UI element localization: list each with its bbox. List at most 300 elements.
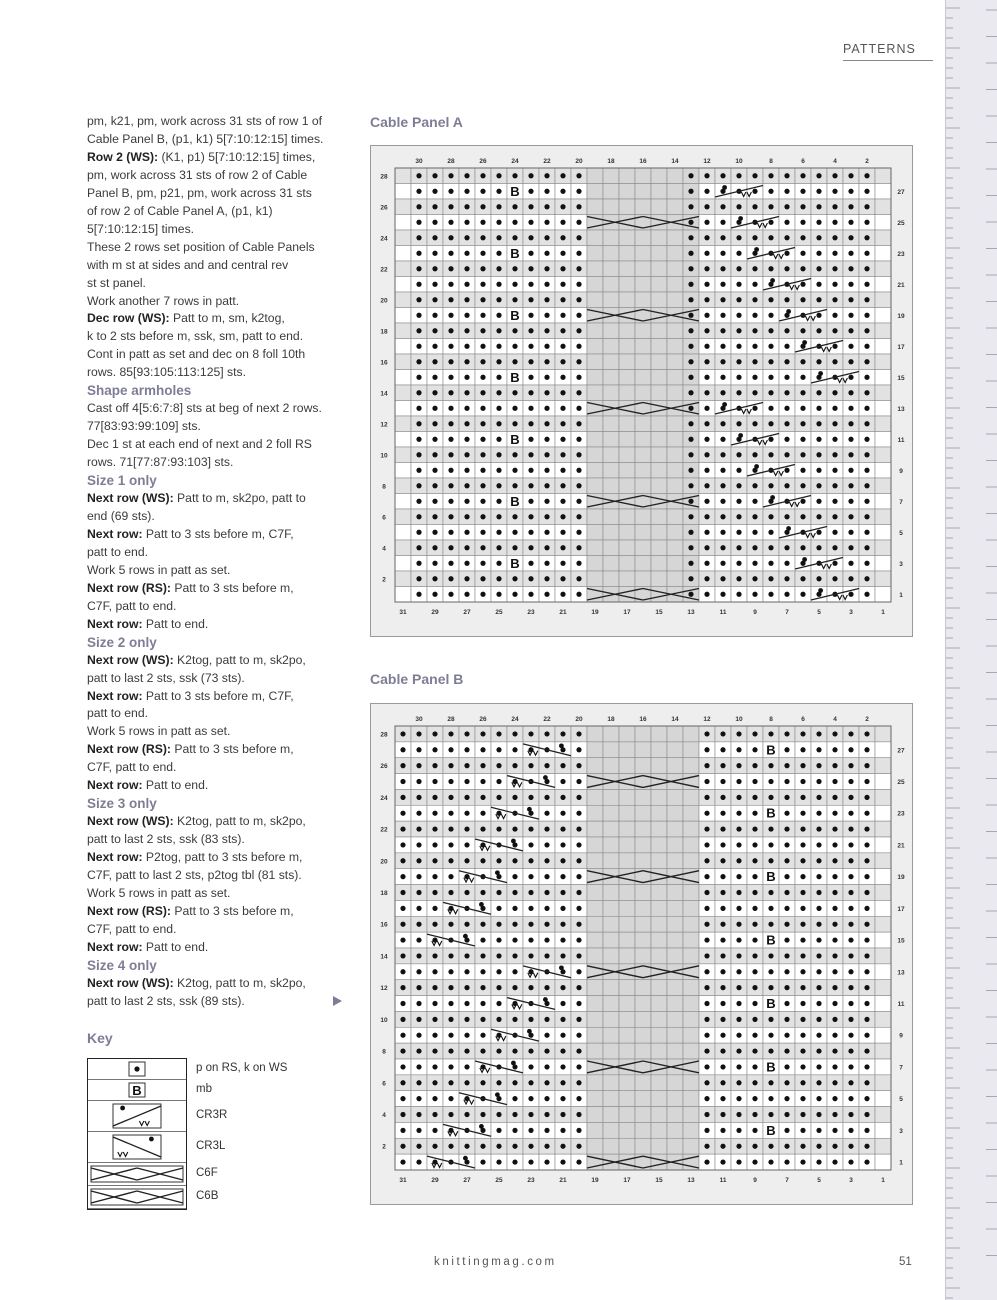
- purl-dot: [720, 561, 725, 566]
- purl-dot: [480, 328, 485, 333]
- purl-dot: [720, 576, 725, 581]
- chart-cell: [875, 230, 891, 246]
- chart-cell: [587, 509, 603, 525]
- purl-dot: [720, 220, 725, 225]
- purl-dot: [448, 1001, 453, 1006]
- purl-dot: [816, 969, 821, 974]
- column-label: 5: [817, 1177, 821, 1184]
- purl-dot: [576, 313, 581, 318]
- purl-dot: [704, 985, 709, 990]
- purl-dot: [480, 359, 485, 364]
- purl-dot: [864, 499, 869, 504]
- chart-cell: [587, 339, 603, 355]
- purl-dot: [496, 592, 501, 597]
- purl-dot: [400, 1048, 405, 1053]
- chart-cell: [651, 370, 667, 386]
- chart-cell: [683, 1011, 699, 1027]
- purl-dot: [768, 1017, 773, 1022]
- chart-cell: [635, 996, 651, 1012]
- chart-cell: [651, 1122, 667, 1138]
- chart-cell: [619, 1154, 635, 1170]
- chart-cell: [395, 339, 411, 355]
- purl-dot: [832, 1096, 837, 1101]
- purl-dot: [560, 1048, 565, 1053]
- purl-dot: [832, 1017, 837, 1022]
- purl-dot: [768, 592, 773, 597]
- instruction-text: Patt to m, sm, k2tog,: [169, 311, 285, 326]
- chart-cell: [651, 215, 667, 231]
- instruction-line: [87, 436, 349, 454]
- purl-dot: [800, 468, 805, 473]
- row-label: 28: [380, 731, 388, 739]
- purl-dot: [512, 826, 517, 831]
- column-label: 17: [623, 609, 631, 616]
- chart-cell: [875, 525, 891, 541]
- chart-cell: [683, 996, 699, 1012]
- chart-cell: [587, 370, 603, 386]
- purl-dot: [704, 204, 709, 209]
- purl-dot: [848, 576, 853, 581]
- purl-dot: [864, 514, 869, 519]
- purl-dot: [768, 437, 773, 442]
- chart-cell: [875, 370, 891, 386]
- purl-dot: [512, 858, 517, 863]
- instruction-line: [87, 113, 349, 131]
- purl-dot: [544, 545, 549, 550]
- purl-dot: [736, 890, 741, 895]
- purl-dot: [528, 220, 533, 225]
- purl-dot: [512, 530, 517, 535]
- purl-dot: [528, 890, 533, 895]
- purl-dot: [768, 1112, 773, 1117]
- chart-cell: [875, 948, 891, 964]
- chart-cell: [603, 168, 619, 184]
- purl-dot: [512, 985, 517, 990]
- chart-cell: [587, 1122, 603, 1138]
- purl-dot: [752, 282, 757, 287]
- purl-dot: [480, 499, 485, 504]
- purl-dot: [704, 499, 709, 504]
- purl-dot: [560, 344, 565, 349]
- purl-dot: [544, 890, 549, 895]
- purl-dot: [704, 1159, 709, 1164]
- purl-dot: [560, 795, 565, 800]
- chart-cell: [635, 1107, 651, 1123]
- purl-dot: [768, 266, 773, 271]
- purl-dot: [752, 297, 757, 302]
- purl-dot: [768, 1096, 773, 1101]
- purl-dot: [688, 530, 693, 535]
- instruction-line: [87, 831, 349, 849]
- purl-dot: [704, 1017, 709, 1022]
- purl-dot: [704, 795, 709, 800]
- instruction-line: [87, 149, 349, 167]
- purl-dot: [816, 282, 821, 287]
- key-item: [88, 1101, 186, 1132]
- purl-dot: [464, 811, 469, 816]
- purl-dot: [752, 499, 757, 504]
- purl-dot: [800, 437, 805, 442]
- purl-dot: [560, 235, 565, 240]
- chart-cell: [395, 261, 411, 277]
- cable-panel-b-title: Cable Panel B: [370, 671, 464, 687]
- purl-dot: [496, 282, 501, 287]
- chart-cell: [875, 932, 891, 948]
- purl-dot: [704, 220, 709, 225]
- purl-dot: [576, 1064, 581, 1069]
- chart-cell: [683, 789, 699, 805]
- purl-dot: [400, 826, 405, 831]
- chart-cell: [875, 432, 891, 448]
- column-label: 23: [527, 1177, 535, 1184]
- purl-dot: [816, 858, 821, 863]
- chart-cell: [651, 1059, 667, 1075]
- chart-cell: [603, 261, 619, 277]
- chart-cell: [395, 292, 411, 308]
- purl-dot: [400, 1159, 405, 1164]
- instruction-line: [87, 490, 349, 508]
- chart-cell: [635, 1091, 651, 1107]
- purl-dot: [576, 969, 581, 974]
- purl-dot: [480, 483, 485, 488]
- purl-dot: [464, 826, 469, 831]
- chart-cell: [683, 1043, 699, 1059]
- purl-dot: [720, 282, 725, 287]
- purl-dot: [544, 173, 549, 178]
- section-heading: Shape armholes: [87, 383, 192, 399]
- chart-cell: [667, 447, 683, 463]
- instruction-lead: Next row:: [87, 850, 143, 865]
- purl-dot: [544, 375, 549, 380]
- purl-dot: [784, 375, 789, 380]
- chart-cell: [651, 1075, 667, 1091]
- chart-cell: [635, 556, 651, 572]
- purl-dot: [400, 937, 405, 942]
- purl-dot: [800, 842, 805, 847]
- purl-dot: [432, 545, 437, 550]
- chart-cell: [651, 416, 667, 432]
- purl-dot: [560, 858, 565, 863]
- purl-dot: [768, 313, 773, 318]
- purl-dot: [576, 499, 581, 504]
- purl-dot: [496, 452, 501, 457]
- measuring-ruler: [945, 0, 997, 1300]
- purl-dot: [496, 390, 501, 395]
- chart-cell: [603, 742, 619, 758]
- chart-cell: [667, 1027, 683, 1043]
- chart-cell: [619, 1011, 635, 1027]
- instruction-line: [87, 275, 349, 293]
- purl-dot: [480, 189, 485, 194]
- purl-dot: [448, 359, 453, 364]
- purl-dot: [768, 576, 773, 581]
- chart-cell: [603, 1107, 619, 1123]
- chart-cell: [683, 980, 699, 996]
- chart-cell: [635, 277, 651, 293]
- purl-dot: [560, 874, 565, 879]
- purl-dot: [752, 561, 757, 566]
- purl-dot: [784, 779, 789, 784]
- chart-cell: [667, 1043, 683, 1059]
- purl-dot: [832, 344, 837, 349]
- purl-dot: [560, 468, 565, 473]
- chart-cell: [651, 385, 667, 401]
- purl-dot: [784, 1033, 789, 1038]
- instruction-lead: Next row (WS):: [87, 975, 174, 990]
- column-label: 16: [639, 158, 647, 165]
- chart-cell: [667, 726, 683, 742]
- instruction-line: [87, 562, 349, 580]
- chart-cell: [395, 277, 411, 293]
- chart-cell: [667, 261, 683, 277]
- purl-dot: [464, 969, 469, 974]
- purl-dot: [544, 390, 549, 395]
- row-label: 23: [897, 250, 905, 258]
- chart-cell: [875, 837, 891, 853]
- chart-cell: [619, 1122, 635, 1138]
- purl-dot: [768, 763, 773, 768]
- instruction-line: [87, 508, 349, 526]
- purl-dot: [576, 421, 581, 426]
- purl-dot: [560, 173, 565, 178]
- purl-dot: [480, 514, 485, 519]
- purl-dot: [720, 779, 725, 784]
- bobble-mark: B: [510, 369, 520, 385]
- purl-dot: [464, 1112, 469, 1117]
- purl-dot: [432, 437, 437, 442]
- purl-dot: [832, 1033, 837, 1038]
- purl-dot: [432, 811, 437, 816]
- purl-dot: [496, 220, 501, 225]
- column-label: 8: [769, 158, 773, 165]
- column-label: 15: [655, 609, 663, 616]
- instruction-lead: Next row:: [87, 778, 143, 793]
- key-legend: [87, 1058, 288, 1210]
- purl-dot: [800, 1144, 805, 1149]
- purl-dot: [480, 344, 485, 349]
- purl-dot: [800, 483, 805, 488]
- chart-cell: [619, 726, 635, 742]
- purl-dot: [528, 953, 533, 958]
- row-label: 19: [897, 874, 905, 882]
- chart-cell: [587, 168, 603, 184]
- purl-dot: [688, 282, 693, 287]
- chart-cell: [651, 230, 667, 246]
- purl-dot: [848, 189, 853, 194]
- purl-dot: [720, 359, 725, 364]
- purl-dot: [448, 530, 453, 535]
- purl-dot: [480, 266, 485, 271]
- purl-dot: [816, 1112, 821, 1117]
- purl-dot: [432, 1096, 437, 1101]
- purl-dot: [864, 437, 869, 442]
- purl-dot: [816, 173, 821, 178]
- purl-dot: [704, 266, 709, 271]
- purl-dot: [800, 1001, 805, 1006]
- purl-dot: [704, 747, 709, 752]
- purl-dot: [848, 1017, 853, 1022]
- chart-cell: [667, 996, 683, 1012]
- instruction-text: patt to last 2 sts, ssk (89 sts).: [87, 993, 245, 1008]
- column-label: 8: [769, 716, 773, 723]
- purl-dot: [448, 1033, 453, 1038]
- purl-dot: [448, 282, 453, 287]
- instruction-text: Work 5 rows in patt as set.: [87, 724, 231, 739]
- purl-dot: [496, 1159, 501, 1164]
- purl-dot: [432, 514, 437, 519]
- row-label: 9: [899, 467, 903, 475]
- pattern-instructions: [87, 113, 349, 1011]
- purl-dot: [816, 795, 821, 800]
- chart-cell: [587, 463, 603, 479]
- section-heading: Size 1 only: [87, 473, 157, 489]
- purl-dot: [832, 545, 837, 550]
- key-item: [88, 1186, 186, 1209]
- chart-cell: [667, 1122, 683, 1138]
- chart-cell: [587, 277, 603, 293]
- purl-dot: [496, 235, 501, 240]
- purl-dot: [864, 421, 869, 426]
- chart-cell: [875, 821, 891, 837]
- purl-dot: [688, 576, 693, 581]
- instruction-text: Panel B, pm, p21, pm, work across 31 sts: [87, 185, 312, 200]
- purl-dot: [800, 779, 805, 784]
- purl-dot: [848, 421, 853, 426]
- purl-dot: [544, 1159, 549, 1164]
- chart-cell: [395, 478, 411, 494]
- purl-dot: [784, 468, 789, 473]
- purl-dot: [848, 530, 853, 535]
- purl-dot: [480, 452, 485, 457]
- purl-dot: [752, 1159, 757, 1164]
- purl-dot: [464, 763, 469, 768]
- purl-dot: [480, 235, 485, 240]
- purl-dot: [704, 763, 709, 768]
- purl-dot: [544, 235, 549, 240]
- purl-dot: [480, 1001, 485, 1006]
- purl-dot: [800, 1033, 805, 1038]
- purl-dot: [544, 561, 549, 566]
- purl-dot: [496, 328, 501, 333]
- purl-dot: [832, 795, 837, 800]
- column-label: 3: [849, 609, 853, 616]
- instruction-text: rows. 85[93:105:113:125] sts.: [87, 365, 246, 380]
- row-label: 25: [897, 779, 905, 786]
- purl-dot: [464, 468, 469, 473]
- purl-dot: [432, 421, 437, 426]
- instruction-text: Patt to 3 sts before m,: [170, 580, 294, 595]
- purl-dot: [464, 1048, 469, 1053]
- purl-dot: [704, 731, 709, 736]
- column-label: 4: [833, 716, 837, 723]
- instruction-line: [87, 885, 349, 903]
- purl-dot: [832, 561, 837, 566]
- purl-dot: [752, 1064, 757, 1069]
- chart-cell: [587, 996, 603, 1012]
- purl-dot: [528, 1064, 533, 1069]
- chart-cell: [603, 789, 619, 805]
- purl-dot: [768, 514, 773, 519]
- purl-dot: [464, 499, 469, 504]
- purl-dot: [576, 576, 581, 581]
- instruction-line: [87, 400, 349, 418]
- chart-cell: [635, 837, 651, 853]
- purl-dot: [720, 922, 725, 927]
- row-label: 8: [382, 483, 386, 491]
- purl-dot: [704, 969, 709, 974]
- row-label: 3: [899, 1127, 903, 1135]
- purl-dot: [448, 1080, 453, 1085]
- purl-dot: [848, 514, 853, 519]
- purl-dot: [400, 811, 405, 816]
- purl-dot: [480, 937, 485, 942]
- purl-dot: [416, 359, 421, 364]
- purl-dot: [528, 842, 533, 847]
- purl-dot: [688, 313, 693, 318]
- chart-cell: [603, 354, 619, 370]
- purl-dot: [832, 173, 837, 178]
- chart-cell: [875, 571, 891, 587]
- purl-dot: [528, 858, 533, 863]
- chart-cell: [619, 948, 635, 964]
- purl-dot: [432, 235, 437, 240]
- purl-dot: [704, 390, 709, 395]
- purl-dot: [544, 1096, 549, 1101]
- chart-cell: [651, 540, 667, 556]
- instruction-line: [87, 598, 349, 616]
- purl-dot: [800, 763, 805, 768]
- chart-cell: [619, 478, 635, 494]
- chart-cell: [667, 1075, 683, 1091]
- bobble-mark: B: [766, 869, 776, 885]
- purl-dot: [528, 1080, 533, 1085]
- chart-cell: [875, 292, 891, 308]
- chart-cell: [587, 948, 603, 964]
- chart-cell: [619, 853, 635, 869]
- purl-dot: [720, 375, 725, 380]
- purl-dot: [784, 842, 789, 847]
- chart-cell: [619, 525, 635, 541]
- purl-dot: [416, 858, 421, 863]
- purl-dot: [832, 874, 837, 879]
- cable-panel-a-title: Cable Panel A: [370, 114, 463, 130]
- chart-cell: [587, 230, 603, 246]
- purl-dot: [416, 779, 421, 784]
- purl-dot: [784, 204, 789, 209]
- purl-dot: [736, 937, 741, 942]
- chart-cell: [619, 996, 635, 1012]
- chart-cell: [875, 199, 891, 215]
- column-label: 31: [399, 1177, 407, 1184]
- row-label: 17: [897, 905, 905, 913]
- purl-dot: [864, 359, 869, 364]
- purl-dot: [768, 826, 773, 831]
- purl-dot: [864, 874, 869, 879]
- row-label: 26: [380, 204, 388, 212]
- purl-dot: [560, 328, 565, 333]
- chart-cell: [635, 416, 651, 432]
- purl-dot: [848, 220, 853, 225]
- chart-cell: [683, 758, 699, 774]
- purl-dot: [848, 858, 853, 863]
- purl-dot: [800, 328, 805, 333]
- chart-cell: [651, 494, 667, 510]
- chart-cell: [395, 525, 411, 541]
- chart-cell: [875, 1154, 891, 1170]
- chart-cell: [619, 277, 635, 293]
- purl-dot: [720, 421, 725, 426]
- chart-cell: [651, 726, 667, 742]
